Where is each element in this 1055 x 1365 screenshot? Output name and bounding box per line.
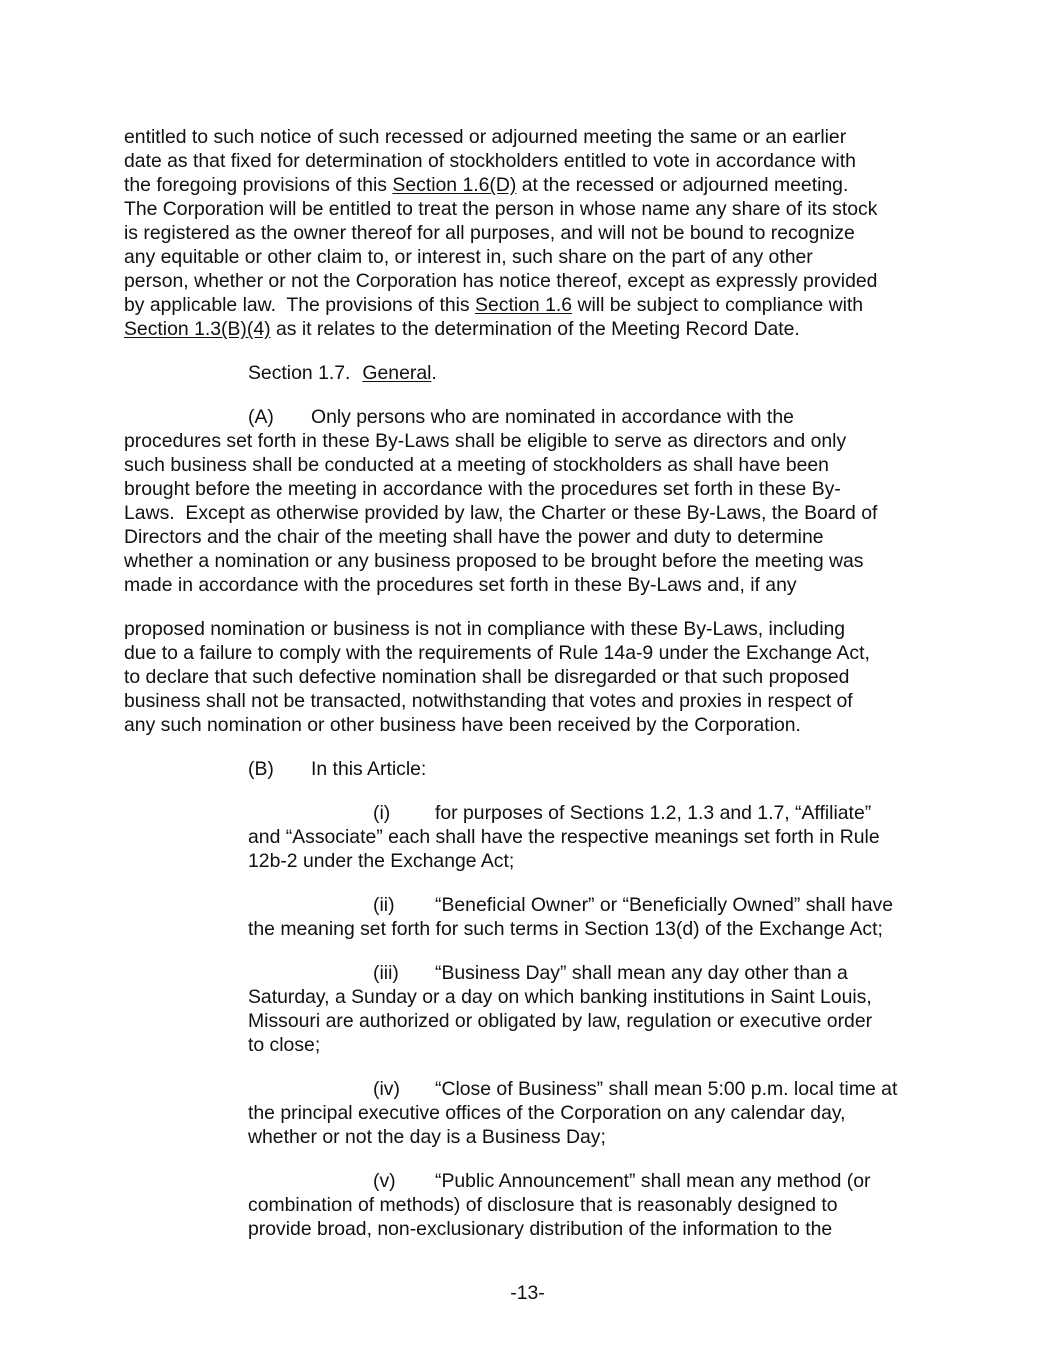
text-line: In this Article: — [311, 758, 427, 780]
text-line: combination of methods) of disclosure that is reasonably designed to — [248, 1194, 838, 1216]
paragraph-label: (B) — [248, 758, 274, 780]
text-line: “Public Announcement” shall mean any method (or — [435, 1170, 871, 1192]
text-line: The Corporation will be entitled to treat the person in whose name any share of its stock — [124, 198, 878, 220]
text-line: procedures set forth in these By-Laws shall be eligible to serve as directors and only — [124, 430, 847, 452]
text-line: is registered as the owner thereof for all purposes, and will not be bound to recognize — [124, 222, 855, 244]
text-line: any equitable or other claim to, or interest in, such share on the part of any other — [124, 246, 813, 268]
item-label: (iii) — [373, 962, 399, 984]
text-line: Laws. Except as otherwise provided by law, the Charter or these By-Laws, the Board of — [124, 502, 878, 524]
text-line: for purposes of Sections 1.2, 1.3 and 1.7, “Affiliate” — [435, 802, 872, 824]
page-number: -13- — [510, 1282, 545, 1304]
item-label: (iv) — [373, 1078, 400, 1100]
text-line: whether a nomination or any business proposed to be brought before the meeting was — [124, 550, 864, 572]
text-line: the meaning set forth for such terms in Section 13(d) of the Exchange Act; — [248, 918, 883, 940]
text-line: Only persons who are nominated in accordance with the — [311, 406, 794, 428]
text-line: brought before the meeting in accordance with the procedures set forth in these By- — [124, 478, 841, 500]
text-line — [124, 293, 863, 317]
text-line: Missouri are authorized or obligated by law, regulation or executive order — [248, 1010, 873, 1032]
text-line: “Beneficial Owner” or “Beneficially Owned” shall have — [435, 894, 894, 916]
section-reference: Section 1.3(B)(4) — [124, 318, 271, 340]
text-line: such business shall be conducted at a meeting of stockholders as shall have been — [124, 454, 829, 476]
section-reference: Section 1.6 — [475, 294, 573, 316]
text-span: the foregoing provisions of this — [124, 174, 393, 196]
section-heading — [248, 361, 437, 385]
text-span: by applicable law. The provisions of this — [124, 294, 476, 316]
item-label: (i) — [373, 802, 391, 824]
text-line: person, whether or not the Corporation has notice thereof, except as expressly provided — [124, 270, 878, 292]
text-line — [124, 317, 800, 341]
text-line — [124, 173, 848, 197]
text-line: entitled to such notice of such recessed or adjourned meeting the same or an earlier — [124, 126, 847, 148]
section-number: Section 1.7. — [248, 362, 351, 384]
text-line: provide broad, non-exclusionary distribution of the information to the — [248, 1218, 833, 1240]
text-line: business shall not be transacted, notwithstanding that votes and proxies in respect of — [124, 690, 853, 712]
item-label: (ii) — [373, 894, 395, 916]
text-line: “Close of Business” shall mean 5:00 p.m. local time at — [435, 1078, 898, 1100]
text-line: to close; — [248, 1034, 321, 1056]
text-span: . — [431, 362, 437, 384]
text-span: at the recessed or adjourned meeting. — [516, 174, 849, 196]
text-line: 12b-2 under the Exchange Act; — [248, 850, 515, 872]
text-line: Saturday, a Sunday or a day on which banking institutions in Saint Louis, — [248, 986, 872, 1008]
section-title: General — [362, 362, 432, 384]
text-line: to declare that such defective nomination shall be disregarded or that such proposed — [124, 666, 850, 688]
text-line: any such nomination or other business have been received by the Corporation. — [124, 714, 801, 736]
section-reference: Section 1.6(D) — [392, 174, 517, 196]
text-line: and “Associate” each shall have the respective meanings set forth in Rule — [248, 826, 880, 848]
item-label: (v) — [373, 1170, 396, 1192]
text-line: made in accordance with the procedures set forth in these By-Laws and, if any — [124, 574, 797, 596]
text-line: proposed nomination or business is not in compliance with these By-Laws, including — [124, 618, 846, 640]
text-span: will be subject to compliance with — [572, 294, 864, 316]
text-line: due to a failure to comply with the requirements of Rule 14a-9 under the Exchange Act, — [124, 642, 870, 664]
paragraph-label: (A) — [248, 406, 274, 428]
text-line: Directors and the chair of the meeting shall have the power and duty to determine — [124, 526, 824, 548]
text-line: whether or not the day is a Business Day; — [248, 1126, 606, 1148]
text-span: as it relates to the determination of the Meeting Record Date. — [270, 318, 800, 340]
text-line: “Business Day” shall mean any day other than a — [435, 962, 848, 984]
text-line: the principal executive offices of the Corporation on any calendar day, — [248, 1102, 846, 1124]
text-line: date as that fixed for determination of stockholders entitled to vote in accordance with — [124, 150, 856, 172]
